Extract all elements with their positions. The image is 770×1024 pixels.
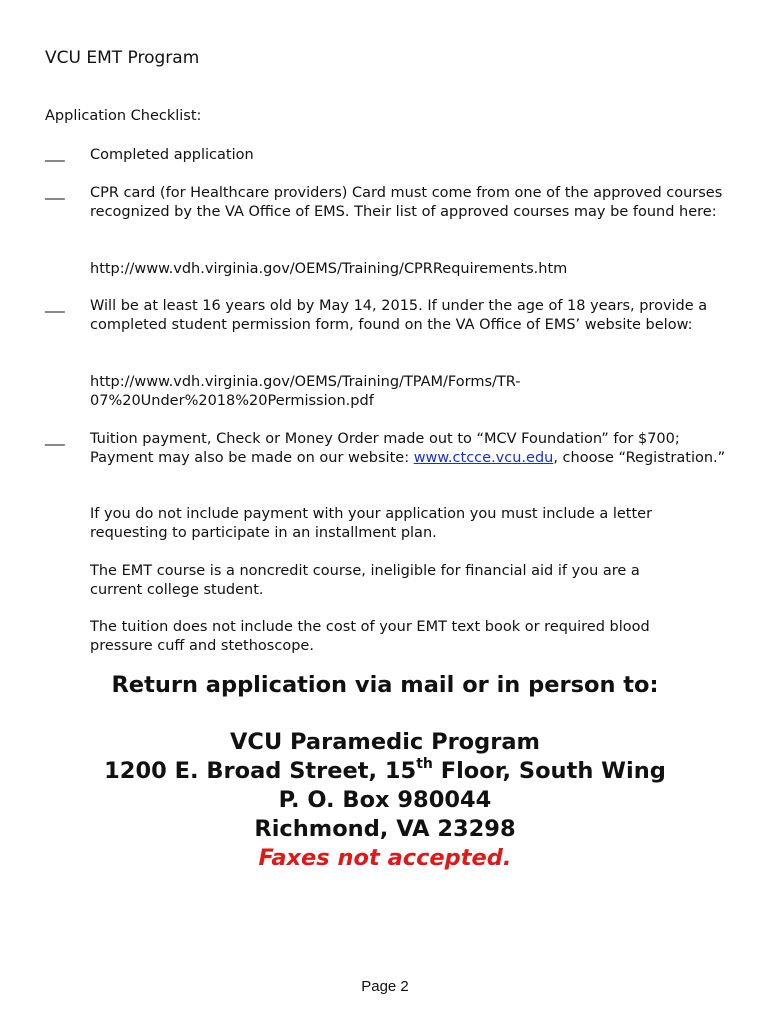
item-age-requirement: Will be at least 16 years old by May 14, 2015. If under the age of 18 years, provide a completed student permission form, found on the VA Office of EMS’ website below: <box>90 298 708 333</box>
noncredit-note: The EMT course is a noncredit course, ineligible for financial aid if you are a current college student. <box>90 563 640 598</box>
document-title: VCU EMT Program <box>45 48 200 68</box>
item-tuition-payment <box>90 430 730 468</box>
mailing-address <box>0 728 770 873</box>
ctcce-website-link[interactable]: www.ctcce.vcu.edu <box>413 450 554 466</box>
cpr-requirements-url: http://www.vdh.virginia.gov/OEMS/Training/CPRRequirements.htm <box>90 261 568 277</box>
permission-form-url <box>90 373 740 411</box>
tuition-text-a: Tuition payment, Check or Money Order made out to “MCV Foundation” for $700; Payment may also be made on our website: <box>90 431 680 466</box>
checkbox-blank-tuition: ___ <box>45 430 64 446</box>
installment-note: If you do not include payment with your application you must include a letter requesting to participate in an installment plan. <box>90 506 653 541</box>
tuition-text-b: , choose “Registration.” <box>553 450 726 466</box>
fax-warning: Faxes not accepted. <box>258 845 512 871</box>
item-cpr-card: CPR card (for Healthcare providers) Card must come from one of the approved courses recognized by the VA Office of EMS. Their list of approved courses may be found here: <box>90 185 723 220</box>
address-street-a: 1200 E. Broad Street, 15 <box>104 758 417 784</box>
permission-form-url-line2: 07%20Under%2018%20Permission.pdf <box>90 393 374 409</box>
address-city: Richmond, VA 23298 <box>254 816 516 842</box>
address-program: VCU Paramedic Program <box>230 729 540 755</box>
tuition-excludes-note: The tuition does not include the cost of your EMT text book or required blood pressure cuff and stethoscope. <box>90 619 650 654</box>
checkbox-blank-age: ___ <box>45 297 64 313</box>
item-completed-application: Completed application <box>90 147 254 163</box>
address-street <box>0 757 770 786</box>
checklist-title: Application Checklist: <box>45 108 202 124</box>
address-po-box: P. O. Box 980044 <box>278 787 492 813</box>
permission-form-url-line1: http://www.vdh.virginia.gov/OEMS/Training/TPAM/Forms/TR- <box>90 374 521 390</box>
page-number: Page 2 <box>361 978 409 995</box>
address-street-b: Floor, South Wing <box>432 758 666 784</box>
checkbox-blank-cpr: ___ <box>45 184 64 200</box>
return-heading: Return application via mail or in person to: <box>111 672 659 698</box>
address-street-sup: th <box>416 755 433 772</box>
checkbox-blank-completed-application: ___ <box>45 146 64 162</box>
